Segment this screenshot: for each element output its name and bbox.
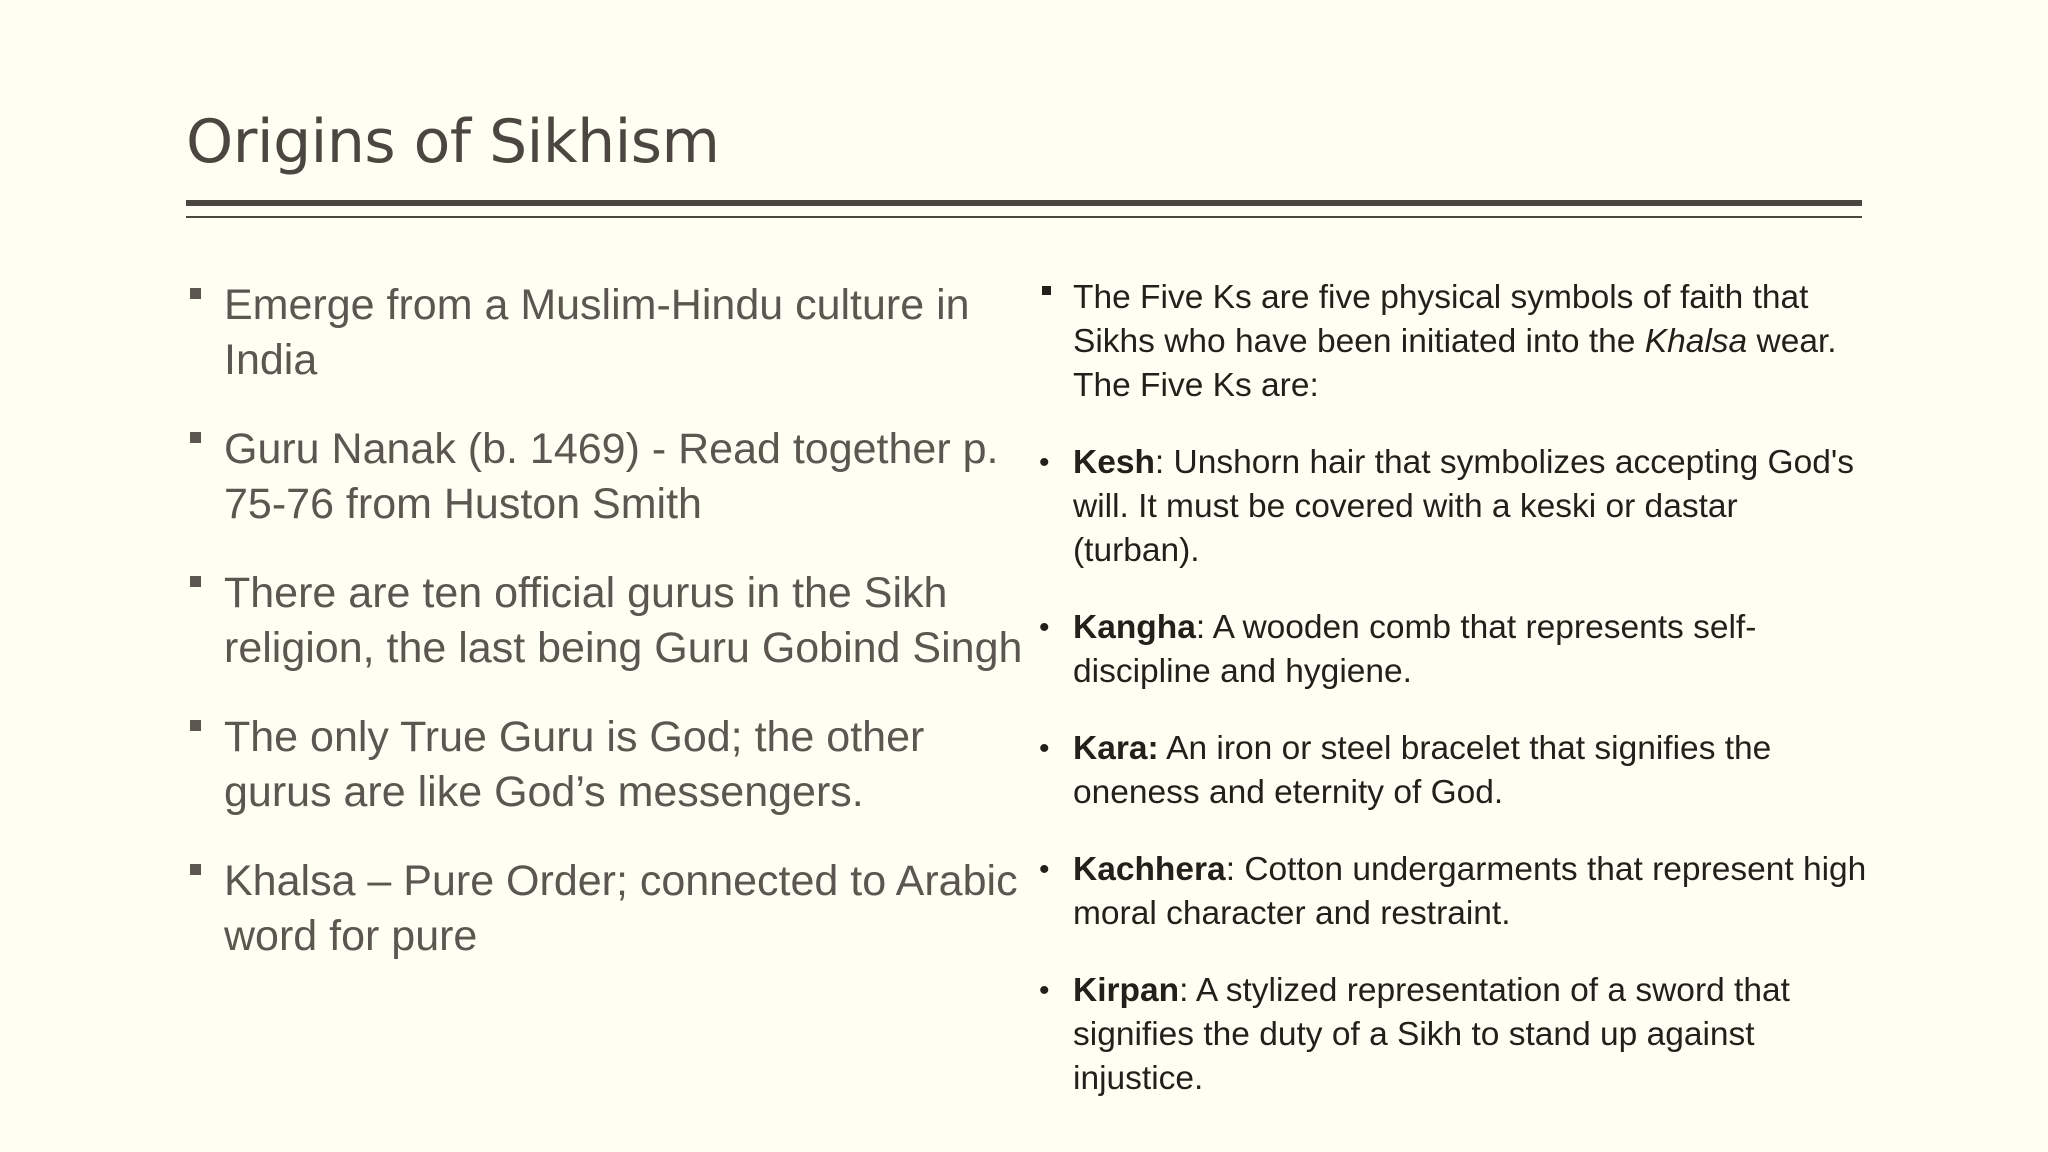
k-separator: :: [1154, 444, 1174, 481]
k-term: Kara:: [1073, 730, 1159, 767]
k-term: Kesh: [1073, 444, 1155, 481]
list-item: [186, 566, 1026, 676]
title-rule-thick: [186, 200, 1862, 206]
k-description: Unshorn hair that symbolizes accepting God's will. It must be covered with a keski or dastar (turban).: [1073, 444, 1854, 569]
bullet-text: Emerge from a Muslim-Hindu culture in India: [224, 281, 970, 384]
bullet-text: There are ten official gurus in the Sikh religion, the last being Guru Gobind Singh: [224, 569, 1023, 672]
k-term: Kangha: [1073, 609, 1196, 646]
list-item: [1038, 848, 1868, 936]
k-term: Kirpan: [1073, 972, 1180, 1009]
bullet-text: Khalsa – Pure Order; connected to Arabic word for pure: [224, 857, 1018, 960]
title-rule-thin: [186, 216, 1862, 218]
list-item: [186, 278, 1026, 388]
list-item: [1038, 441, 1868, 573]
five-ks-intro: [1038, 276, 1868, 408]
round-bullet-icon: •: [1039, 732, 1050, 765]
round-bullet-icon: •: [1039, 446, 1050, 479]
list-item: [186, 710, 1026, 820]
k-description: An iron or steel bracelet that signifies the oneness and eternity of God.: [1073, 730, 1772, 811]
square-bullet-icon: [190, 576, 201, 587]
k-description: A stylized representation of a sword that signifies the duty of a Sikh to stand up against injustice.: [1073, 972, 1790, 1097]
round-bullet-icon: •: [1039, 974, 1050, 1007]
k-separator: [1159, 730, 1166, 767]
k-separator: :: [1225, 851, 1245, 888]
round-bullet-icon: •: [1039, 611, 1050, 644]
list-item: [1038, 727, 1868, 815]
bullet-text: The only True Guru is God; the other gurus are like God’s messengers.: [224, 713, 925, 816]
list-item: [1038, 606, 1868, 694]
left-bullet-list: [186, 278, 1026, 998]
round-bullet-icon: •: [1039, 853, 1050, 886]
list-item: [186, 854, 1026, 964]
square-bullet-icon: [190, 720, 201, 731]
k-term: Kachhera: [1073, 851, 1226, 888]
square-bullet-icon: [190, 864, 201, 875]
intro-text: The Five Ks are five physical symbols of faith that Sikhs who have been initiated into the: [1073, 279, 1809, 360]
k-description: Cotton undergarments that represent high moral character and restraint.: [1073, 851, 1867, 932]
list-item: [186, 422, 1026, 532]
square-bullet-icon: [1042, 286, 1051, 295]
intro-text-end: wear. The Five Ks are:: [1073, 323, 1837, 404]
k-description: A wooden comb that represents self-discipline and hygiene.: [1073, 609, 1757, 690]
five-ks-list: [1038, 276, 1868, 1134]
bullet-text: Guru Nanak (b. 1469) - Read together p. 75-76 from Huston Smith: [224, 425, 999, 528]
k-separator: :: [1179, 972, 1196, 1009]
square-bullet-icon: [190, 432, 201, 443]
k-separator: :: [1195, 609, 1213, 646]
slide-title: Origins of Sikhism: [186, 107, 720, 177]
intro-italic-term: Khalsa: [1644, 323, 1748, 360]
square-bullet-icon: [190, 288, 201, 299]
list-item: [1038, 969, 1868, 1101]
